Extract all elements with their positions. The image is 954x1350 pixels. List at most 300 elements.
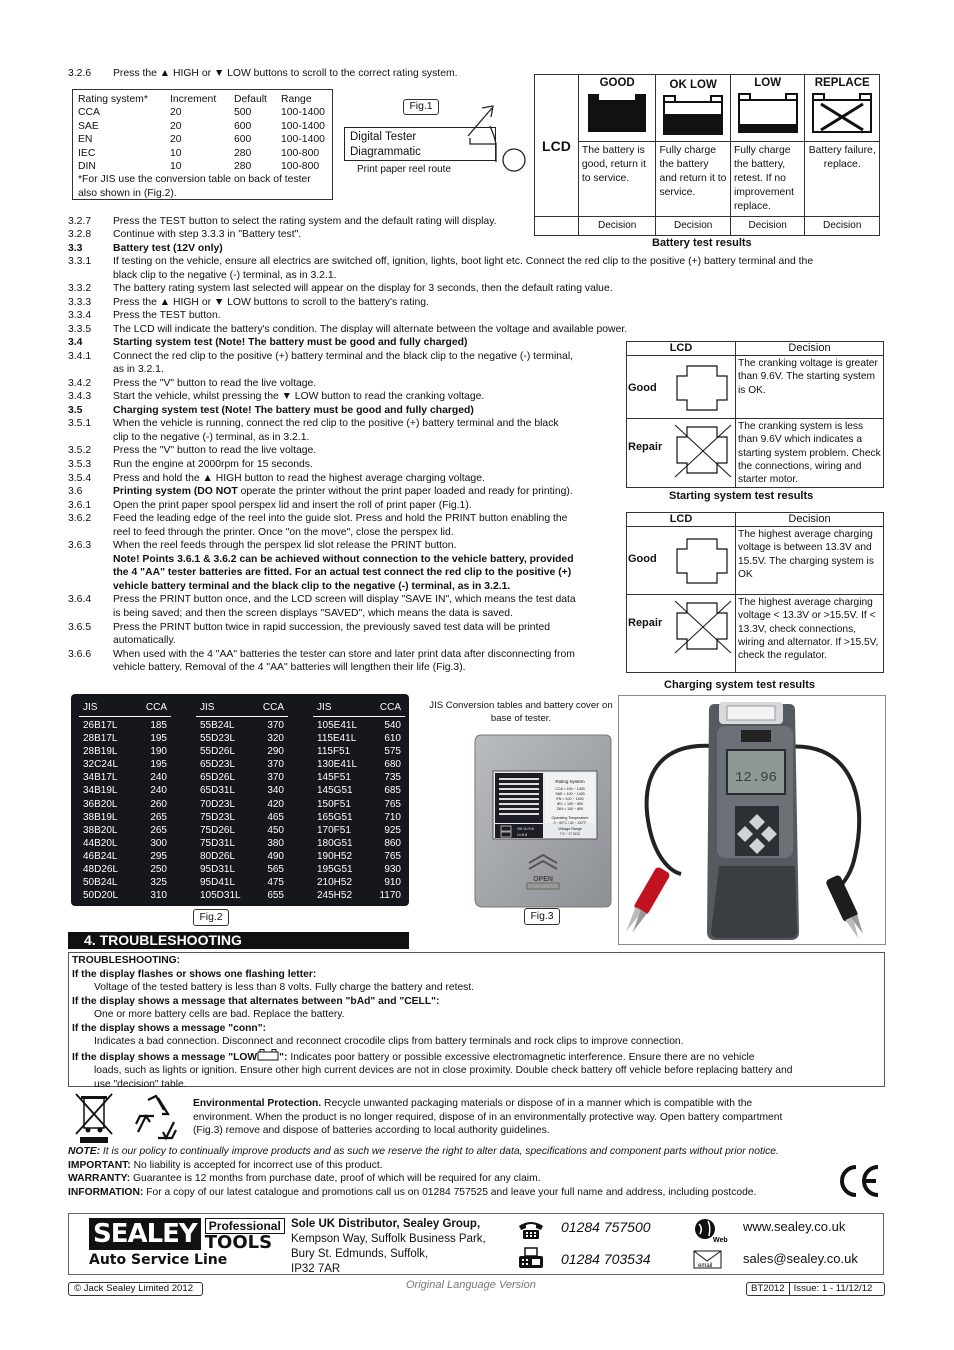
warranty-key: WARRANTY:	[68, 1173, 131, 1184]
jis-cell: 46B24L	[83, 850, 118, 862]
jis-cell: 145G51	[317, 785, 353, 797]
rating-cell: Increment	[170, 94, 217, 105]
rating-table-row	[78, 160, 327, 173]
jis-row	[196, 798, 288, 811]
lcd-header: LCD	[627, 513, 736, 527]
jis-cell: 1170	[379, 890, 401, 902]
jis-cell: 240	[150, 785, 167, 797]
jis-row	[313, 889, 405, 902]
trouble-q4-part1: If the display shows a message "LOW	[72, 1051, 258, 1063]
important-value: No liability is accepted for incorrect use of this product.	[133, 1159, 383, 1171]
jis-row	[196, 719, 288, 732]
jis-cell: 680	[384, 759, 401, 771]
jis-cell: 145F51	[317, 772, 351, 784]
rating-table-row	[78, 147, 327, 160]
battery-low-icon	[257, 1049, 279, 1061]
fig1-caption: Print paper reel route	[357, 164, 451, 175]
jis-row	[313, 837, 405, 850]
jis-header	[196, 702, 288, 717]
step-number: 3.3.2	[68, 283, 92, 294]
brand-name: SEALEY	[89, 1218, 201, 1250]
step-text: Press the "V" button to read the live voltage.	[113, 377, 317, 389]
step-text: vehicle battery. Removal of the 4 "AA" batteries will lengthen their life (Fig.3).	[113, 662, 466, 674]
step-text: When used with the 4 "AA" batteries the tester can store and later print data after disconnecting from	[113, 648, 575, 660]
trouble-q3: If the display shows a message "conn":	[72, 1022, 267, 1034]
note-line	[68, 1145, 868, 1159]
lcd-outline-icon	[673, 362, 733, 414]
step-number: 3.3	[68, 242, 83, 254]
step-number: 3.2.8	[68, 229, 92, 240]
lcd-low-title: LOW	[754, 77, 782, 89]
jis-cell: 50D20L	[83, 890, 119, 902]
trouble-a3: Indicates a bad connection. Disconnect and reconnect crocodile clips from battery terminals and rock clips to improve connection.	[94, 1036, 684, 1047]
jis-cell: 310	[150, 890, 167, 902]
section-4-heading: 4. TROUBLESHOOTING	[68, 932, 409, 949]
ce-mark-icon	[836, 1163, 880, 1199]
fig1-label: Fig.1	[403, 99, 439, 115]
jis-row	[79, 745, 171, 758]
jis-header-cell: JIS	[200, 702, 215, 713]
copyright-label: © Jack Sealey Limited 2012	[68, 1282, 203, 1296]
repair-label: Repair	[628, 617, 663, 629]
repair-text: The cranking system is less than 9.6V which indicates a starting system problem. Check the connections, wiring and starter motor.	[736, 419, 884, 488]
lcd-good-title: GOOD	[599, 77, 635, 89]
desc-oklow: Fully charge the battery and return it to service.	[656, 142, 731, 217]
battery-low-icon	[737, 90, 799, 134]
battery-results-caption: Battery test results	[652, 237, 752, 249]
jis-cell: 420	[267, 798, 284, 810]
jis-row	[79, 850, 171, 863]
jis-row	[313, 719, 405, 732]
desc-low: Fully charge the battery, retest. If no improvement replace.	[730, 142, 805, 217]
rating-cell: EN	[78, 134, 93, 146]
step-number: 3.5.3	[68, 458, 92, 470]
jis-cell: 930	[384, 864, 401, 876]
lcd-oklow-title: OK LOW	[669, 79, 717, 91]
rating-cell: CCA	[78, 107, 100, 119]
battery-cover-image	[473, 731, 615, 909]
rating-table-row	[78, 133, 327, 146]
jis-row	[313, 758, 405, 771]
rating-cell: 280	[234, 147, 252, 159]
repair-label: Repair	[628, 441, 663, 453]
jis-row	[313, 876, 405, 889]
jis-cell: 95D41L	[200, 877, 236, 889]
jis-row	[196, 784, 288, 797]
jis-row	[196, 876, 288, 889]
black-clip-icon	[825, 874, 867, 941]
jis-cell: 55D23L	[200, 733, 236, 745]
jis-cell: 245H52	[317, 890, 353, 902]
jis-row	[79, 863, 171, 876]
jis-cell: 195G51	[317, 864, 353, 876]
jis-cell: 685	[384, 785, 401, 797]
good-lcd-cell	[627, 527, 736, 595]
fig2-label: Fig.2	[193, 909, 229, 926]
step-text: Run the engine at 2000rpm for 15 seconds.	[113, 458, 313, 470]
jis-cell: 32C24L	[83, 759, 119, 771]
step-text: Press the TEST button to select the rating system and the default rating will display.	[113, 215, 497, 227]
step-text: as in 3.2.1.	[113, 364, 164, 376]
jis-cell: 105E41L	[317, 720, 358, 731]
jis-cell: 185	[150, 720, 167, 731]
env-title: Environmental Protection.	[193, 1098, 322, 1109]
information-value: For a copy of our latest catalogue and promotions call us on 01284 757525 and leave your full name and address, including postcode.	[146, 1186, 757, 1198]
step-number: 3.2.7	[68, 215, 92, 227]
fig3-label: Fig.3	[524, 908, 560, 925]
desc-replace: Battery failure, replace.	[805, 142, 880, 217]
troubleshooting-box	[68, 952, 885, 1090]
jis-cell: 610	[384, 733, 401, 745]
jis-cell: 75D26L	[200, 824, 236, 836]
phone-number[interactable]: 01284 757500	[561, 1219, 651, 1235]
good-text: The highest average charging voltage is between 13.3V and 15.5V. The charging system is OK	[736, 527, 884, 595]
step-number: 3.6.5	[68, 621, 92, 633]
jis-cell: 75D23L	[200, 811, 236, 823]
starting-caption: Starting system test results	[669, 490, 814, 502]
lcd-cross-icon	[673, 423, 733, 479]
lcd-good-cell	[578, 75, 656, 142]
rating-cell: 280	[234, 160, 252, 172]
jis-row	[196, 811, 288, 824]
decision-header: Decision	[736, 513, 884, 527]
jis-cell: 380	[267, 837, 284, 849]
fax-icon	[517, 1246, 545, 1270]
step-number: 3.6.3	[68, 540, 92, 552]
jis-cell: 250	[150, 864, 167, 876]
lcd-header: LCD	[627, 342, 736, 356]
lcd-oklow-cell	[656, 75, 731, 142]
rating-cell: 100-1400	[281, 120, 325, 132]
step-text: When the reel feeds through the perspex lid slot release the PRINT button.	[113, 540, 457, 552]
lcd-replace-title: REPLACE	[814, 77, 870, 89]
cover-open-text: OPEN	[533, 876, 553, 883]
jis-cell: 265	[150, 811, 167, 823]
jis-cell: 170F51	[317, 824, 351, 836]
step-text: If testing on the vehicle, ensure all electrics are switched off, ignition, lights, boot light etc. Connect the red clip to the positive (+) battery terminal and the	[113, 256, 814, 267]
rating-cell: 100-800	[281, 147, 320, 159]
distributor-address	[291, 1217, 486, 1277]
jis-cell: 48D26L	[83, 864, 119, 876]
jis-cell: 575	[384, 746, 401, 758]
paper-route-arrow-icon	[440, 96, 540, 176]
step-text: When the vehicle is running, connect the red clip to the positive (+) battery terminal and the black	[113, 418, 559, 430]
jis-row	[196, 837, 288, 850]
jis-column-1	[79, 702, 171, 902]
step-text: vehicle battery terminal and the black clip to the negative (-) terminal, as in 3.2.1.	[113, 580, 511, 592]
note-value: It is our policy to continually improve products and as such we reserve the right to alter data, specifications and component parts without prior notice.	[102, 1146, 779, 1157]
step-text: Connect the red clip to the positive (+) battery terminal and the black clip to the negative (-) terminal,	[113, 350, 574, 362]
step-number: 3.6.4	[68, 594, 92, 606]
jis-row	[313, 784, 405, 797]
jis-cell: 475	[267, 877, 284, 889]
jis-row	[196, 850, 288, 863]
env-text-1: Recycle unwanted packaging materials or dispose of in a manner which is compatible with the	[324, 1098, 753, 1109]
jis-cell: 370	[267, 772, 284, 784]
jis-cell: 320	[267, 733, 284, 745]
rating-cell: IEC	[78, 147, 96, 159]
jis-cell: 910	[384, 877, 401, 889]
jis-cell: 38B19L	[83, 811, 118, 823]
jis-cell: 925	[384, 824, 401, 836]
step-number: 3.5	[68, 404, 83, 416]
step-text: Note! Points 3.6.1 & 3.6.2 can be achieved without connection to the vehicle battery, provided	[113, 553, 574, 565]
information-key: INFORMATION:	[68, 1186, 144, 1198]
step-number: 3.5.4	[68, 472, 92, 484]
jis-row	[313, 824, 405, 837]
trouble-q1: If the display flashes or shows one flashing letter:	[72, 968, 317, 980]
jis-cell: 240	[150, 772, 167, 784]
cover-vr-line: 7.0 ~ 17 VDC	[559, 832, 581, 836]
step-text: automatically.	[113, 635, 176, 647]
rating-cell: 20	[170, 107, 182, 119]
jis-cell: 95D31L	[200, 864, 236, 876]
step-number: 3.6.2	[68, 513, 92, 525]
env-line-1	[193, 1097, 873, 1111]
step-text: Feed the leading edge of the reel into the guide slot. Press and hold the PRINT button enabling the	[113, 513, 568, 525]
jis-cell: 165G51	[317, 811, 353, 823]
rating-table-row	[78, 106, 327, 119]
jis-cell: 190	[150, 746, 167, 758]
decision-spacer	[535, 217, 579, 236]
jis-row	[313, 732, 405, 745]
jis-cell: 260	[150, 798, 167, 810]
information-line	[68, 1186, 868, 1200]
jis-cell: 70D23L	[200, 798, 236, 810]
desc-good: The battery is good, return it to service.	[578, 142, 656, 217]
jis-row	[79, 811, 171, 824]
jis-row	[313, 798, 405, 811]
step-text: Continue with step 3.3.3 in "Battery test".	[113, 229, 302, 240]
lcd-replace-cell	[805, 75, 880, 142]
jis-cell: 655	[267, 890, 284, 902]
important-key: IMPORTANT:	[68, 1159, 131, 1171]
jis-cell: 36B20L	[83, 798, 118, 810]
jis-cell: 210H52	[317, 877, 353, 889]
trouble-title: TROUBLESHOOTING:	[72, 955, 181, 966]
rating-cell: 10	[170, 147, 182, 159]
jis-cell: 34B19L	[83, 785, 118, 797]
device-photo-frame	[618, 695, 886, 945]
battery-results-table	[534, 74, 880, 236]
step-number: 3.6.1	[68, 499, 92, 511]
jis-row	[313, 745, 405, 758]
rating-table-header	[78, 93, 327, 106]
jis-cell: 300	[150, 837, 167, 849]
jis-cell: 765	[384, 850, 401, 862]
jis-row	[196, 824, 288, 837]
lcd-cross-icon	[673, 599, 733, 655]
decision-label: Decision	[578, 217, 656, 236]
cover-rating-line: SAE = 100 ~ 1400	[555, 792, 585, 796]
battery-good-icon	[586, 90, 648, 134]
step-text: Printing system (DO NOT operate the printer without the print paper loaded and ready for printing).	[113, 486, 573, 498]
trouble-a4a: Indicates poor battery or possible excessive electromagnetic interference. Ensure there are no vehicle	[290, 1051, 755, 1063]
jis-row	[313, 811, 405, 824]
good-label: Good	[628, 382, 657, 394]
jis-column-2	[196, 702, 288, 902]
jis-header-cell: CCA	[262, 702, 284, 713]
printing-system-bold: Printing system (DO NOT	[113, 486, 238, 498]
trouble-a1: Voltage of the tested battery is less than 8 volts. Fully charge the battery and retest.	[94, 982, 475, 993]
footer-contact-box	[68, 1213, 884, 1275]
rating-cell: 10	[170, 160, 182, 172]
jis-row	[79, 824, 171, 837]
fig1-box-line1: Digital Tester	[350, 131, 417, 143]
web-label: Web	[713, 1237, 728, 1244]
decision-header: Decision	[736, 342, 884, 356]
step-text: clip to the negative (-) terminal, as in 3.2.1.	[113, 431, 310, 443]
trouble-a2: One or more battery cells are bad. Replace the battery.	[94, 1009, 345, 1020]
jis-cell: 65D31L	[200, 785, 236, 797]
trouble-q4-part2: ":	[279, 1051, 288, 1063]
distributor-name: Sole UK Distributor, Sealey Group,	[291, 1218, 481, 1230]
charging-system-table	[626, 512, 884, 673]
cover-rating-line: IEC = 100 ~ 800	[556, 802, 584, 806]
jis-cell: 38B20L	[83, 824, 118, 836]
jis-cell: 26B17L	[83, 720, 118, 731]
jis-header	[313, 702, 405, 717]
env-text-2: environment. When the product is no longer required, dispose of in an environmentally protective way. Open battery compartment	[193, 1111, 783, 1123]
brand-autoservice: Auto Service Line	[89, 1252, 228, 1268]
jis-header-cell: JIS	[317, 702, 332, 713]
starting-system-table	[626, 341, 884, 488]
step-text: is being saved; and then the screen displays "SAVED", which means the data is saved.	[113, 608, 513, 619]
step-number: 3.5.1	[68, 418, 92, 430]
jis-cell: 150F51	[317, 798, 351, 810]
step-number: 3.4.2	[68, 377, 92, 389]
fax-number[interactable]: 01284 703534	[561, 1251, 651, 1267]
jis-cell: 28B19L	[83, 746, 118, 758]
jis-cell: 195	[150, 733, 167, 745]
battery-replace-icon	[811, 90, 873, 134]
jis-cell: 65D26L	[200, 772, 236, 784]
jis-cell: 180G51	[317, 837, 353, 849]
note-key: NOTE:	[68, 1146, 101, 1157]
cover-rating-title: Rating System	[555, 779, 585, 784]
cover-op-line: 0 ~ 50°C / 32 ~ 122°F	[553, 821, 587, 825]
step-number: 3.6	[68, 486, 83, 498]
environmental-protection	[193, 1097, 873, 1138]
device-display: 12.96	[734, 770, 778, 786]
step-number: 3.6.6	[68, 648, 92, 660]
rating-cell: Default	[234, 94, 267, 105]
important-line	[68, 1159, 868, 1173]
repair-lcd-cell	[627, 595, 736, 673]
trouble-q4-line	[72, 1049, 881, 1065]
jis-cell: 325	[150, 877, 167, 889]
jis-row	[79, 876, 171, 889]
cover-rating-line: CCA = 100 ~ 1400	[555, 787, 585, 791]
jis-cell: 765	[384, 798, 401, 810]
rating-table-rows	[78, 93, 327, 173]
brand-professional: Professional	[205, 1218, 285, 1234]
jis-row	[79, 719, 171, 732]
model-issue-box	[746, 1282, 885, 1296]
lcd-label: LCD	[535, 75, 579, 217]
jis-cell: 565	[267, 864, 284, 876]
brand-tools: TOOLS	[204, 1232, 273, 1253]
rating-cell: 20	[170, 134, 182, 146]
jis-cell: 490	[267, 850, 284, 862]
repair-lcd-cell	[627, 419, 736, 488]
decision-label: Decision	[805, 217, 880, 236]
jis-column-3	[313, 702, 405, 902]
step-text: the 4 "AA" tester batteries are fitted. For an actual test connect the red clip to the positive (+)	[113, 567, 572, 579]
trouble-q2: If the display shows a message that alternates between "bAd" and "CELL":	[72, 995, 440, 1007]
jis-row	[79, 771, 171, 784]
good-text: The cranking voltage is greater than 9.6V. The starting system is OK.	[736, 356, 884, 419]
battery-tester-device-image	[619, 696, 885, 944]
rating-system-table	[72, 89, 333, 200]
jis-cell: 50B24L	[83, 877, 118, 889]
step-text: Press the PRINT button once, and the LCD screen will display "SAVE IN", which means the test data	[113, 594, 576, 606]
jis-header-cell: JIS	[83, 702, 98, 713]
env-text-3: (Fig.3) remove and dispose of batteries according to local authority guidelines.	[193, 1125, 550, 1136]
sealey-logo	[89, 1218, 285, 1268]
jis-cell: 130E41L	[317, 759, 358, 771]
trouble-a4b: loads, such as lights or ignition. Ensure other high current devices are not in close proximity. Double check battery off vehicle before replacing battery and	[94, 1065, 793, 1076]
step-text: Press the "V" button to read the live voltage.	[113, 445, 317, 457]
step-text: Charging system test (Note! The battery must be good and fully charged)	[113, 404, 474, 416]
jis-cell: 465	[267, 811, 284, 823]
decision-label: Decision	[656, 217, 731, 236]
jis-header	[79, 702, 171, 717]
step-number: 3.3.1	[68, 256, 92, 267]
step-text: Start the vehicle, whilst pressing the ▼ LOW button to read the cranking voltage.	[113, 391, 485, 403]
repair-text: The highest average charging voltage < 13.3V or >15.5V. If < 13.3V, check connections, wiring and alternator. If >15.5V, check the regulator.	[736, 595, 884, 673]
rating-table-row	[78, 120, 327, 133]
website-link[interactable]: www.sealey.co.uk	[743, 1219, 846, 1234]
step-text: Press the ▲ HIGH or ▼ LOW buttons to scroll to the battery's rating.	[113, 296, 429, 308]
jis-cell: 265	[150, 824, 167, 836]
jis-row	[313, 863, 405, 876]
address-line: Bury St. Edmunds, Suffolk,	[291, 1248, 429, 1260]
rating-cell: 100-1400	[281, 134, 325, 146]
email-link[interactable]: sales@sealey.co.uk	[743, 1251, 858, 1266]
cover-low-text: U<9.6	[517, 833, 528, 837]
jis-row	[79, 758, 171, 771]
step-number: 3.3.4	[68, 310, 92, 321]
jis-cell: 195	[150, 759, 167, 771]
rating-cell: 600	[234, 120, 252, 132]
step-text: The LCD will indicate the battery's condition. The display will alternate between the voltage and available power.	[113, 323, 628, 335]
rating-cell: DIN	[78, 160, 96, 172]
jis-cell: 115E41L	[317, 733, 357, 745]
jis-row	[313, 771, 405, 784]
fig3-caption: JIS Conversion tables and battery cover on base of tester.	[429, 700, 613, 724]
step-text: black clip to the negative (-) terminal, as in 3.2.1.	[113, 269, 337, 281]
rating-cell: SAE	[78, 120, 99, 132]
jis-cell: 710	[384, 811, 401, 823]
jis-row	[313, 850, 405, 863]
step-text: Open the print paper spool perspex lid and insert the roll of print paper (Fig.1).	[113, 499, 472, 511]
cover-op-title: Operating Temperature	[551, 816, 589, 820]
jis-cell: 290	[267, 746, 284, 758]
step-number: 3.5.2	[68, 445, 92, 457]
charging-caption: Charging system test results	[664, 679, 815, 691]
jis-row	[196, 758, 288, 771]
jis-cell: 80D26L	[200, 850, 236, 862]
step-text: Press the TEST button.	[113, 310, 221, 321]
jis-cell: 370	[267, 759, 284, 771]
jis-row	[196, 771, 288, 784]
cover-rating-line: DIN = 100 ~ 800	[556, 807, 584, 811]
jis-row	[196, 732, 288, 745]
rating-cell: 500	[234, 107, 252, 119]
jis-cell: 55B24L	[200, 720, 235, 731]
jis-cell: 540	[384, 720, 401, 731]
